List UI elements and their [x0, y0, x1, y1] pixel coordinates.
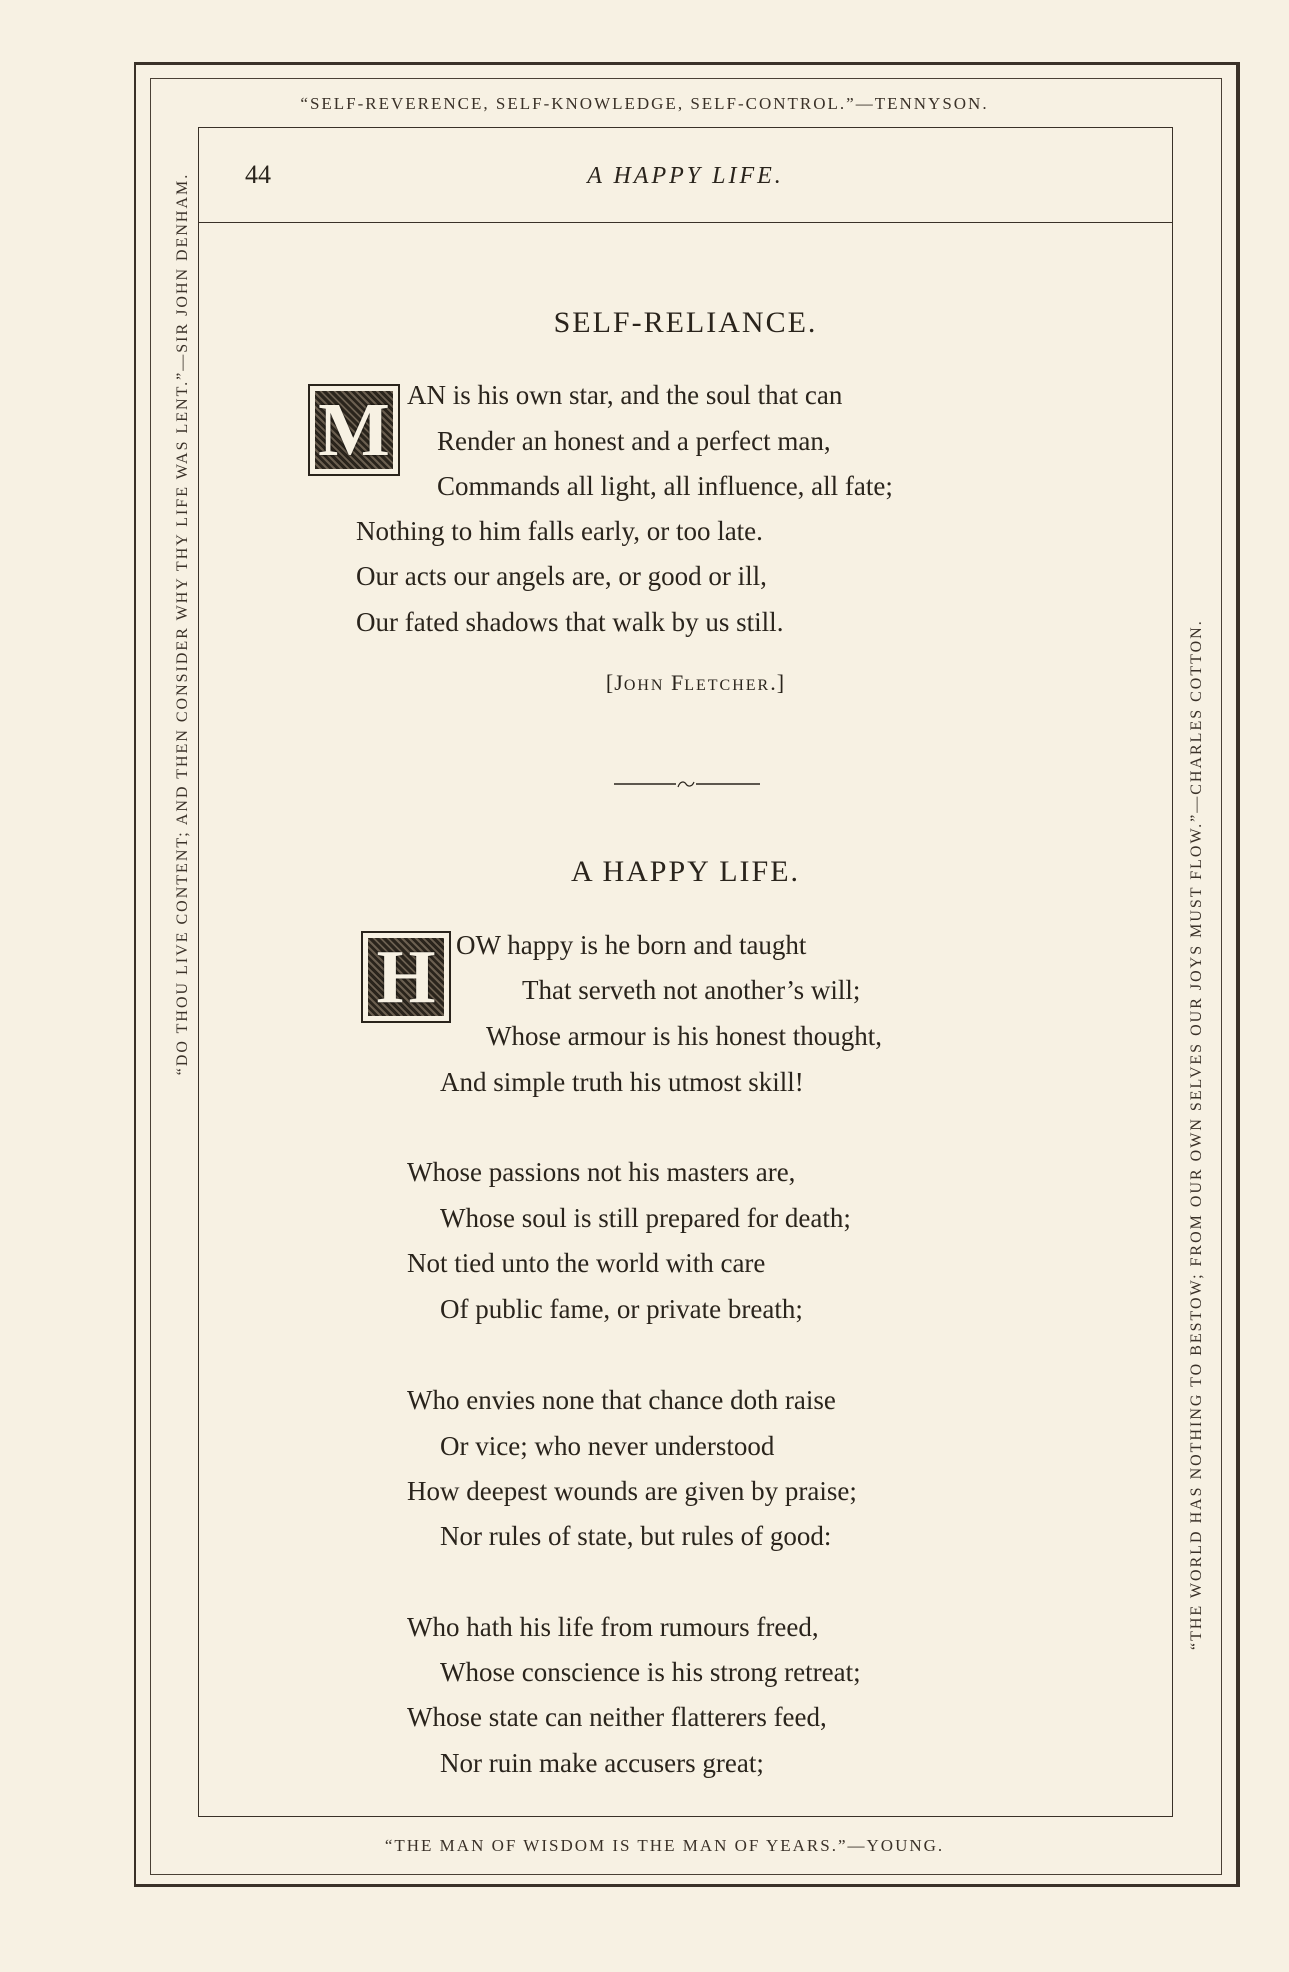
attribution-open: [J — [605, 670, 624, 695]
poem2-line-16: Nor ruin make accusers great; — [440, 1748, 764, 1778]
bottom-border-quote: “THE MAN OF WISDOM IS THE MAN OF YEARS.”—YOUNG. — [384, 1836, 945, 1855]
poem1-line-4: Nothing to him falls early, or too late. — [356, 516, 763, 546]
right-border-quote: “THE WORLD HAS NOTHING TO BESTOW; FROM OUR OWN SELVES OUR JOYS MUST FLOW.”—CHARLES COTTON. — [1188, 619, 1205, 1650]
attribution-john-fletcher — [198, 670, 1173, 696]
poem2-line-3: Whose armour is his honest thought, — [486, 1021, 882, 1051]
poem2-line-8: Of public fame, or private breath; — [440, 1294, 803, 1324]
poem2-line-11: How deepest wounds are given by praise; — [407, 1476, 857, 1506]
poem2-line-1: OW happy is he born and taught — [456, 930, 807, 960]
poem2-line-15: Whose state can neither flatterers feed, — [407, 1702, 827, 1732]
poem2-line-4: And simple truth his utmost skill! — [440, 1067, 804, 1097]
poem1-line-5: Our acts our angels are, or good or ill, — [356, 561, 767, 591]
top-border-quote: “SELF-REVERENCE, SELF-KNOWLEDGE, SELF-CONTROL.”—TENNYSON. — [300, 94, 989, 113]
attribution-first-rest: OHN — [623, 677, 665, 694]
drop-cap-h — [361, 931, 451, 1023]
poem1-line-3: Commands all light, all influence, all fate; — [437, 471, 893, 501]
attribution-last-rest: LETCHER — [684, 677, 771, 694]
drop-cap-letter: H — [376, 935, 436, 1019]
attribution-close: .] — [770, 670, 786, 695]
poem1-line-6: Our fated shadows that walk by us still. — [356, 607, 784, 637]
poem1-line-2: Render an honest and a perfect man, — [437, 426, 831, 456]
left-border-quote: “DO THOU LIVE CONTENT; AND THEN CONSIDER WHY THY LIFE WAS LENT.”—SIR JOHN DENHAM. — [174, 172, 191, 1076]
poem-title-a-happy-life: A HAPPY LIFE. — [570, 855, 801, 888]
drop-cap-m — [308, 384, 400, 476]
poem2-line-7: Not tied unto the world with care — [407, 1248, 766, 1278]
poem2-line-10: Or vice; who never understood — [440, 1431, 775, 1461]
poem2-line-5: Whose passions not his masters are, — [407, 1157, 796, 1187]
attribution-last-initial: F — [670, 670, 685, 695]
poem2-line-14: Whose conscience is his strong retreat; — [440, 1657, 861, 1687]
page-number: 44 — [245, 160, 271, 189]
poem2-line-2: That serveth not another’s will; — [522, 975, 861, 1005]
section-divider — [614, 778, 760, 790]
header-rule — [198, 222, 1173, 223]
running-head: A HAPPY LIFE. — [587, 163, 784, 189]
poem2-line-6: Whose soul is still prepared for death; — [440, 1203, 851, 1233]
poem2-line-9: Who envies none that chance doth raise — [407, 1385, 836, 1415]
poem2-line-13: Who hath his life from rumours freed, — [407, 1612, 819, 1642]
drop-cap-letter: M — [318, 388, 390, 472]
poem1-line-1: AN is his own star, and the soul that can — [407, 380, 843, 410]
poem-title-self-reliance: SELF-RELIANCE. — [553, 306, 818, 339]
poem2-line-12: Nor rules of state, but rules of good: — [440, 1521, 832, 1551]
